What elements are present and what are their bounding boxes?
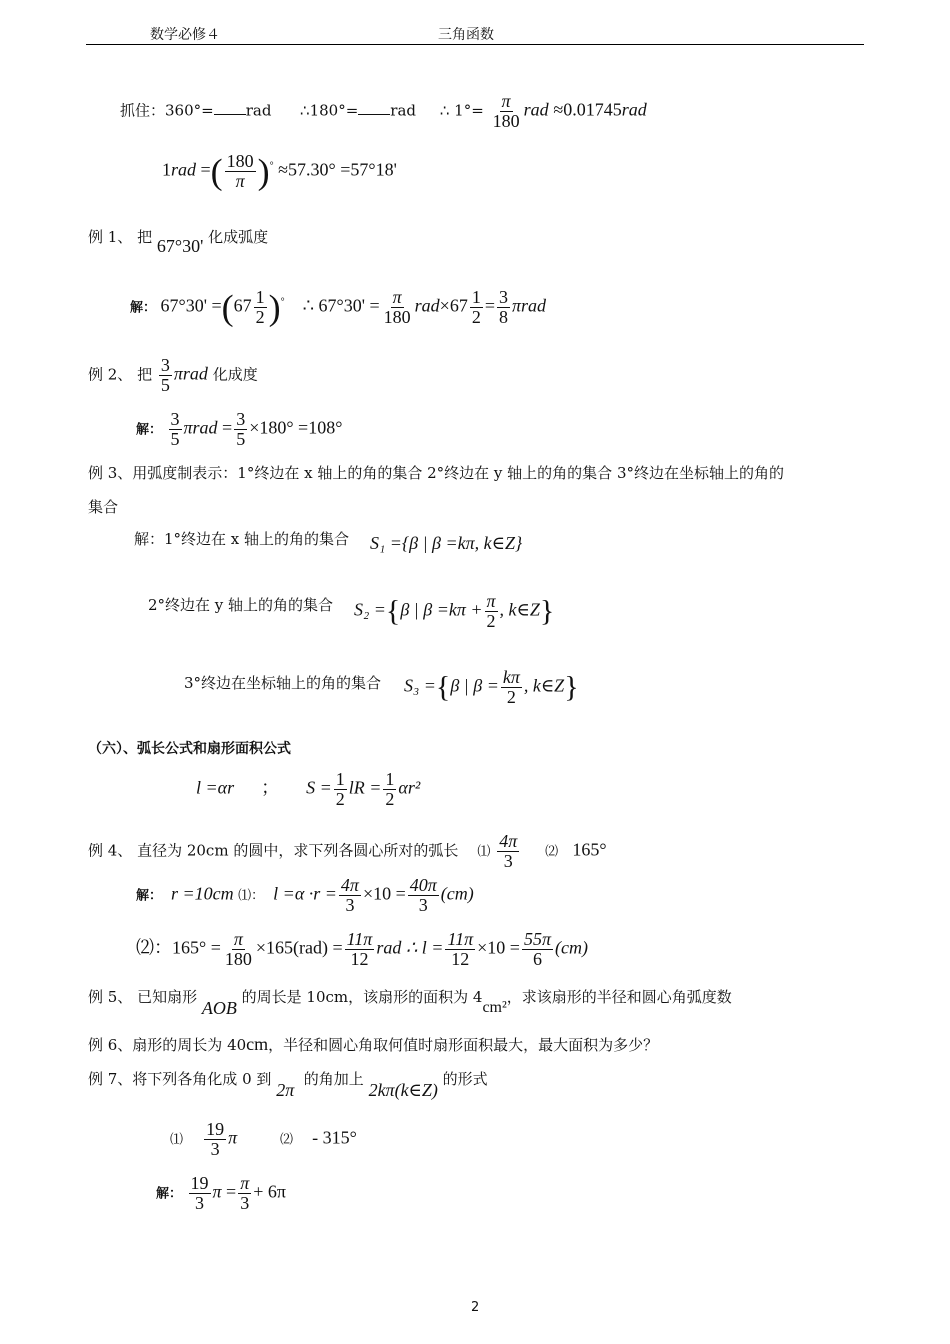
example-1: 例 1、 把 67°30' 化成弧度 [88,228,269,256]
grasp-line: 抓住：360°= rad ∴180°= rad ∴ 1°= $\frac{\pi}{180}$ rad ≈0.01745rad [120,91,647,131]
arc-formulas: l =αr ； S = $\frac{1}{2}$ lR = $\frac{1}{2}$ αr² [196,769,421,809]
example-2: 例 2、 把 $\frac{3}{5}$ πrad 化成度 [88,355,258,395]
header-right: 三角函数 [438,27,494,43]
example-3-s3-label: 3°终边在坐标轴上的角的集合 [184,674,382,692]
example-3-s2-label: 2°终边在 y 轴上的角的集合 [148,596,334,614]
header-left: 数学必修４ [150,27,220,43]
example-4-solution-1: 解： r =10cm ⑴： l =α ·r = $\frac{4\pi}{3}$ ×10 = $\frac{40\pi}{3}$ (cm) [136,875,474,915]
example-5: 例 5、 已知扇形 AOB 的周长是 10cm，该扇形的面积为 4cm²，求该扇形的半径和圆心角弧度数 [88,988,732,1018]
example-3-s3-set: S₃ ={β | β = $\frac{k\pi}{2}$ , k∈Z} [404,667,579,707]
section-6-title: （六）、弧长公式和扇形面积公式 [88,741,291,757]
example-2-solution: 解： $\frac{3}{5}$ πrad = $\frac{3}{5}$ ×180° =108° [136,409,343,449]
example-3-s1-label: 解：1°终边在 x 轴上的角的集合 [134,530,350,548]
example-6: 例 6、扇形的周长为 40cm，半径和圆心角取何值时扇形面积最大，最大面积为多少？ [88,1034,659,1054]
page-number: 2 [471,1300,480,1315]
header-rule [86,44,864,45]
example-3-s2-set: S₂ ={β | β =kπ + $\frac{\pi}{2}$ , k∈Z} [354,591,555,631]
example-4-solution-2: ⑵：165° = $\frac{\pi}{180}$ ×165(rad) = $\frac{11\pi}{12}$ rad ∴ l = $\frac{11\pi}{12}$ ×10 = $\frac{55\pi}{6}$ (cm) [136,929,588,969]
example-3-s1-set: S₁ ={β | β =kπ, k∈Z} [370,533,523,553]
example-4: 例 4、 直径为 20cm 的圆中，求下列各圆心所对的弧长 ⑴ $\frac{4\pi}{3}$ ⑵ 165° [88,831,607,871]
example-7-solution: 解： $\frac{19}{3}$ π = $\frac{\pi}{3}$ + 6π [156,1173,286,1213]
example-7-parts: ⑴ $\frac{19}{3}$ π ⑵ - 315° [170,1119,357,1159]
example-1-solution: 解： 67°30' =(67 $\frac{1}{2}$ )° ∴ 67°30' = $\frac{\pi}{180}$ rad×67 $\frac{1}{2}$ = $\frac{3}{8}$ πrad [130,287,547,328]
example-7: 例 7、将下列各角化成 0 到 2π 的角加上 2kπ(k∈Z) 的形式 [88,1070,488,1100]
example-3-cont: 集合 [88,498,119,516]
example-3: 例 3、用弧度制表示：1°终边在 x 轴上的角的集合 2°终边在 y 轴上的角的集合 3°终边在坐标轴上的角的 [88,464,784,482]
one-rad-formula: 1rad =( $\frac{180}{\pi}$ )° ≈57.30° =57°18' [162,151,397,192]
